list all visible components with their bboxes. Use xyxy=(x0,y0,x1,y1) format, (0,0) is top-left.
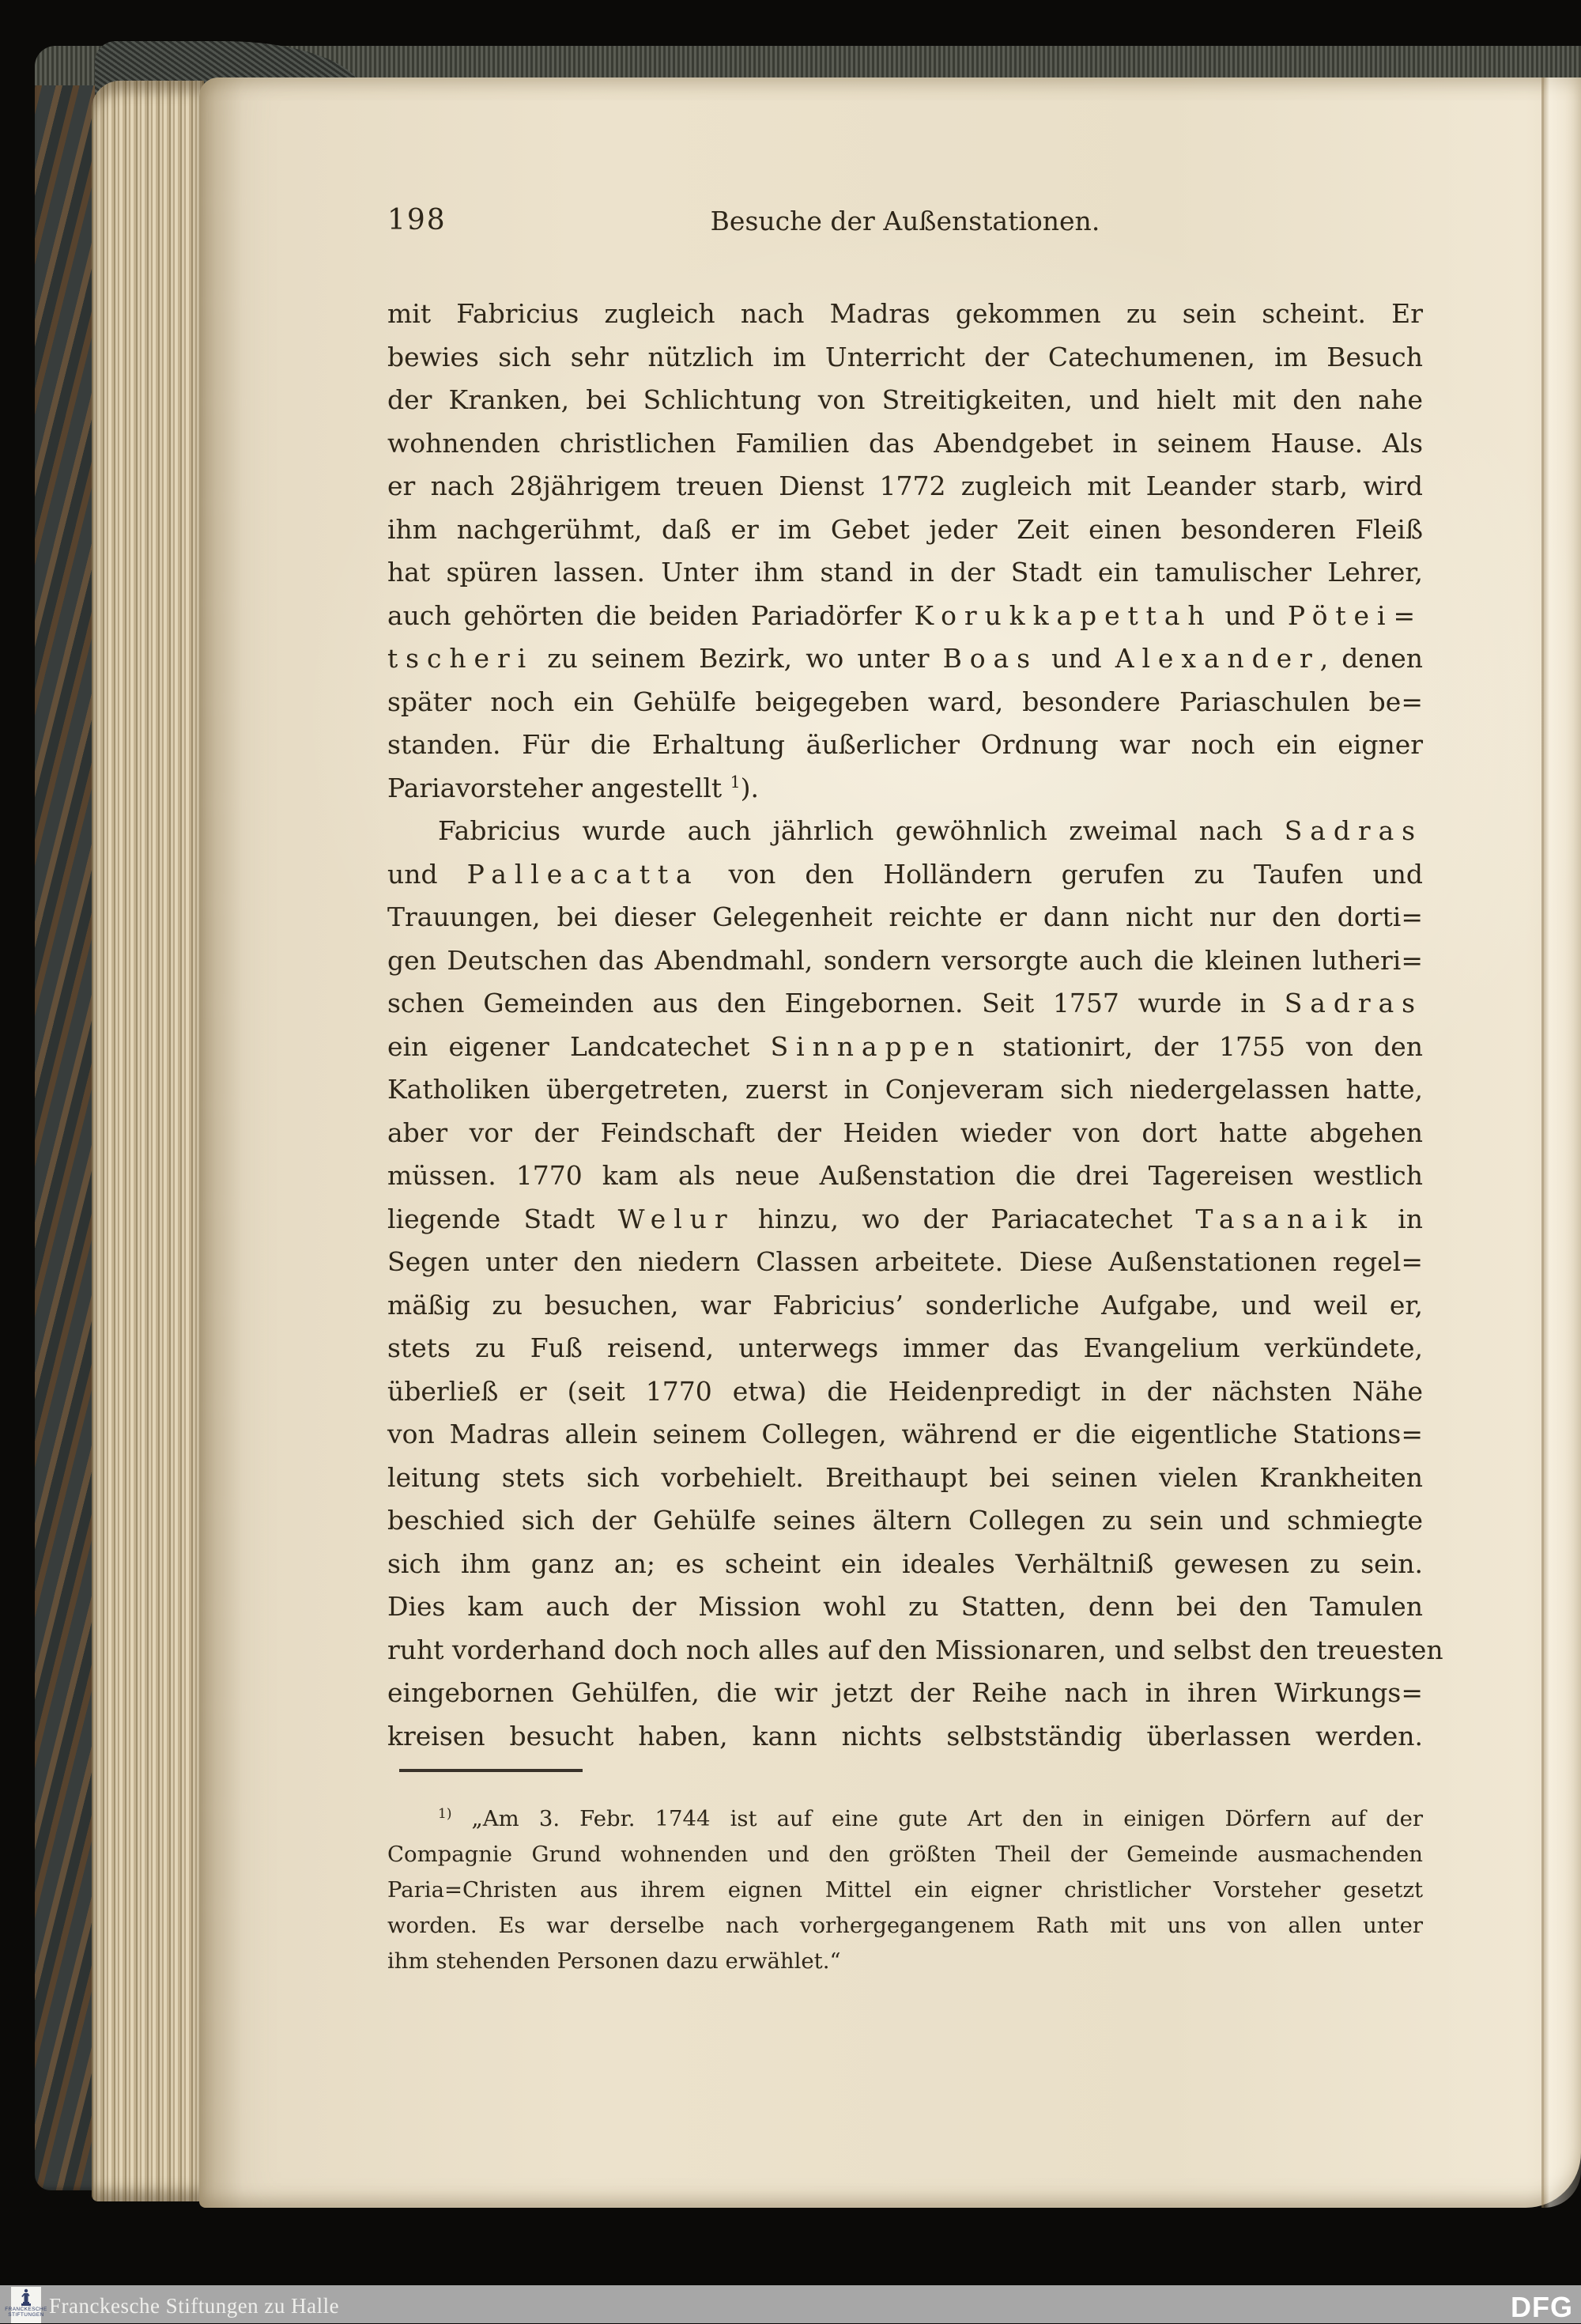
text-run: mit Fabricius zugleich nach Madras gekommen zu sein scheint. Er xyxy=(387,298,1423,329)
text-line xyxy=(387,724,1423,767)
letterspaced-name: Sadras xyxy=(1284,815,1423,846)
letterspaced-name: Sadras xyxy=(1284,988,1423,1018)
text-run: liegende Stadt xyxy=(387,1203,618,1234)
text-line xyxy=(387,1198,1423,1241)
text-line xyxy=(387,465,1423,508)
text-line xyxy=(387,422,1423,466)
text-run: auch gehörten die beiden Pariadörfer xyxy=(387,599,915,631)
text-run: ihm stehenden Personen dazu erwählet.“ xyxy=(387,1948,841,1974)
text-line xyxy=(387,1457,1423,1500)
letterspaced-name: Pötei= xyxy=(1287,599,1423,631)
page-header xyxy=(387,204,1423,244)
text-run: er nach 28jährigem treuen Dienst 1772 zugleich mit Leander starb, wird xyxy=(387,470,1423,501)
text-line xyxy=(387,853,1423,897)
text-run: der Kranken, bei Schlichtung von Streitigkeiten, und hielt mit den nahe xyxy=(387,384,1423,415)
text-line xyxy=(387,1068,1423,1112)
text-run: leitung stets sich vorbehielt. Breithaupt bei seinen vielen Krankheiten xyxy=(387,1461,1423,1493)
dfg-logo: DFG xyxy=(1511,2291,1573,2323)
text-run: Compagnie Grund wohnenden und den größten Theil der Gemeinde ausmachenden xyxy=(387,1842,1423,1867)
text-line xyxy=(387,1629,1443,1672)
text-line xyxy=(387,379,1423,422)
logo-text-bottom: STIFTUNGEN xyxy=(8,2312,44,2318)
text-run: in xyxy=(1374,1203,1423,1234)
text-line xyxy=(387,1908,1423,1944)
text-run: von Madras allein seinem Collegen, während er die eigentliche Stations= xyxy=(387,1419,1423,1449)
text-run: beschied sich der Gehülfe seines ältern Collegen zu sein und schmiegte xyxy=(387,1505,1423,1536)
text-line xyxy=(387,336,1423,380)
text-run: Segen unter den niedern Classen arbeitete. Diese Außenstationen regel= xyxy=(387,1246,1423,1277)
footnote-ref: 1) xyxy=(438,1805,452,1822)
text-run: müssen. 1770 kam als neue Außenstation die drei Tagereisen westlich xyxy=(387,1160,1423,1191)
text-run: und xyxy=(1212,599,1288,631)
text-run: zu seinem Bezirk, wo unter xyxy=(534,643,943,674)
text-run: sich ihm ganz an; es scheint ein ideales Verhältniß gewesen zu sein. xyxy=(387,1547,1423,1579)
text-run: standen. Für die Erhaltung äußerlicher Ordnung war noch ein eigner xyxy=(387,729,1423,760)
text-line xyxy=(387,1872,1423,1908)
text-line xyxy=(387,1370,1423,1414)
letterspaced-name: Welur xyxy=(617,1203,735,1234)
text-line xyxy=(387,1413,1423,1457)
text-run: Dies kam auch der Mission wohl zu Statten, denn bei den Tamulen xyxy=(387,1591,1423,1622)
text-line xyxy=(387,939,1423,983)
text-run: stationirt, der 1755 von den xyxy=(982,1030,1423,1062)
text-line xyxy=(387,1543,1423,1586)
text-run: ). xyxy=(740,772,760,803)
text-line xyxy=(387,637,1423,681)
franckesche-logo xyxy=(5,2287,47,2323)
page-number: 198 xyxy=(387,204,447,236)
text-run: wohnenden christlichen Familien das Abendgebet in seinem Hause. Als xyxy=(387,427,1423,459)
text-line xyxy=(387,1837,1423,1872)
text-run: kreisen besucht haben, kann nichts selbstständig überlassen werden. xyxy=(387,1720,1423,1752)
text-run: ruht vorderhand doch noch alles auf den Missionaren, und selbst den treuesten xyxy=(387,1634,1443,1665)
text-run: gen Deutschen das Abendmahl, sondern versorgte auch die kleinen lutheri= xyxy=(387,944,1423,976)
paragraph xyxy=(387,293,1423,810)
text-line xyxy=(387,293,1423,336)
text-run: ein eigener Landcatechet xyxy=(387,1030,771,1062)
text-line xyxy=(387,1801,1423,1837)
footnote-ref: 1 xyxy=(730,772,741,792)
footnote-rule xyxy=(399,1769,583,1772)
text-run: Fabricius wurde auch jährlich gewöhnlich zweimal nach xyxy=(438,815,1285,846)
letterspaced-name: Korukkapettah xyxy=(914,599,1213,631)
text-line xyxy=(387,982,1423,1026)
statue-icon xyxy=(20,2288,32,2307)
running-head: Besuche der Außenstationen. xyxy=(710,206,1100,236)
text-run: Katholiken übergetreten, zuerst in Conjeveram sich niedergelassen hatte, xyxy=(387,1074,1423,1105)
text-line xyxy=(387,896,1423,939)
text-line xyxy=(387,1672,1423,1715)
letterspaced-name: Tasanaik xyxy=(1195,1203,1375,1234)
text-run: und xyxy=(387,858,467,890)
footnote xyxy=(387,1801,1423,1979)
page-edge-stack xyxy=(92,81,204,2201)
text-line xyxy=(387,1499,1423,1543)
text-line xyxy=(387,595,1423,638)
logo-text-top: FRANCKESCHE xyxy=(5,2307,47,2312)
text-run: mäßig zu besuchen, war Fabricius’ sonderliche Aufgabe, und weil er, xyxy=(387,1289,1423,1321)
printed-page-content xyxy=(199,77,1581,2208)
text-run: und xyxy=(1037,643,1115,674)
text-run: aber vor der Feindschaft der Heiden wieder von dort hatte abgehen xyxy=(387,1117,1423,1148)
text-line xyxy=(387,1715,1423,1759)
paragraph xyxy=(387,810,1443,1758)
text-run: worden. Es war derselbe nach vorhergegangenem Rath mit uns von allen unter xyxy=(387,1913,1423,1938)
letterspaced-name: tscheri xyxy=(387,643,534,674)
text-run: später noch ein Gehülfe beigegeben ward, besondere Pariaschulen be= xyxy=(387,686,1423,717)
body-text xyxy=(387,293,1443,1758)
text-line xyxy=(387,1241,1423,1284)
text-line xyxy=(387,1284,1423,1328)
text-line xyxy=(387,1327,1423,1370)
text-run: eingebornen Gehülfen, die wir jetzt der Reihe nach in ihren Wirkungs= xyxy=(387,1677,1423,1708)
text-run: hat spüren lassen. Unter ihm stand in der Stadt ein tamulischer Lehrer, xyxy=(387,557,1423,588)
text-run: hinzu, wo der Pariacatechet xyxy=(734,1203,1196,1234)
text-line xyxy=(387,1944,1423,1979)
text-run: überließ er (seit 1770 etwa) die Heidenpredigt in der nächsten Nähe xyxy=(387,1375,1423,1407)
text-run: stets zu Fuß reisend, unterwegs immer das Evangelium verkündete, xyxy=(387,1332,1423,1363)
text-line xyxy=(387,551,1423,595)
letterspaced-name: Sinnappen xyxy=(770,1030,983,1062)
text-run: ihm nachgerühmt, daß er im Gebet jeder Zeit einen besonderen Fleiß xyxy=(387,513,1423,545)
text-line xyxy=(387,1154,1423,1198)
text-line xyxy=(387,681,1423,724)
text-run: , denen xyxy=(1319,643,1423,674)
text-run: bewies sich sehr nützlich im Unterricht der Catechumenen, im Besuch xyxy=(387,341,1423,372)
text-line xyxy=(387,508,1423,552)
text-run: Pariavorsteher angestellt xyxy=(387,772,730,803)
text-run: „Am 3. Febr. 1744 ist auf eine gute Art den in einigen Dörfern auf der xyxy=(451,1806,1423,1831)
institution-name: Franckesche Stiftungen zu Halle xyxy=(49,2294,340,2318)
text-line xyxy=(387,767,1423,811)
text-run: von den Holländern gerufen zu Taufen und xyxy=(699,858,1423,890)
letterspaced-name: Palleacatta xyxy=(466,858,700,890)
text-run: schen Gemeinden aus den Eingebornen. Seit 1757 wurde in xyxy=(387,988,1285,1018)
text-line xyxy=(387,1112,1423,1155)
text-run: Paria=Christen aus ihrem eignen Mittel ein eigner christlicher Vorsteher gesetzt xyxy=(387,1877,1423,1903)
text-line xyxy=(387,1026,1423,1069)
text-line xyxy=(387,810,1423,853)
letterspaced-name: Boas xyxy=(942,643,1038,674)
text-run: Trauungen, bei dieser Gelegenheit reichte er dann nicht nur den dorti= xyxy=(387,901,1423,932)
letterspaced-name: Alexander xyxy=(1115,643,1320,674)
text-line xyxy=(387,1585,1423,1629)
